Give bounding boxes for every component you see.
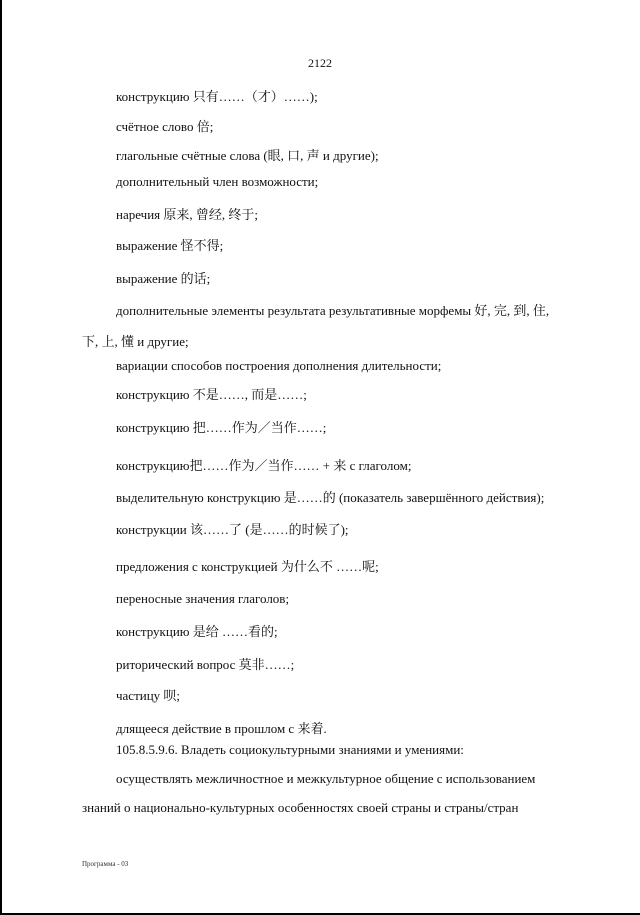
list-item: конструкцию把……作为／当作…… + 来 с глаголом; — [116, 458, 412, 473]
list-item: конструкцию 只有……（才）……); — [116, 89, 318, 104]
list-item: выделительную конструкцию 是……的 (показатель завершённого действия); — [116, 490, 545, 505]
list-item: конструкцию 是给 ……看的; — [116, 624, 278, 639]
paragraph-line: осуществлять межличностное и межкультурное общение с использованием — [116, 771, 536, 786]
list-item: переносные значения глаголов; — [116, 591, 290, 606]
list-item: риторический вопрос 莫非……; — [116, 657, 295, 672]
list-item: счётное слово 倍; — [116, 119, 214, 134]
list-item-wrapped-continuation: 下, 上, 懂 и другие; — [82, 334, 189, 349]
list-item: вариации способов построения дополнения длительности; — [116, 358, 442, 373]
list-item: дополнительный член возможности; — [116, 174, 319, 189]
list-item-wrapped-first: дополнительные элементы результата результативные морфемы 好, 完, 到, 住, — [116, 303, 550, 318]
section-heading: 105.8.5.9.6. Владеть социокультурными знаниями и умениями: — [116, 742, 464, 757]
list-item: выражение 怪不得; — [116, 238, 224, 253]
list-item: конструкцию 不是……, 而是……; — [116, 387, 307, 402]
list-item: конструкцию 把……作为／当作……; — [116, 420, 327, 435]
paragraph-line: знаний о национально-культурных особенностях своей страны и страны/стран — [82, 800, 519, 815]
scan-edge-left — [0, 0, 2, 915]
list-item: выражение 的话; — [116, 271, 211, 286]
list-item: предложения с конструкцией 为什么不 ……呢; — [116, 559, 379, 574]
list-item: конструкции 该……了 (是……的时候了); — [116, 522, 349, 537]
list-item: глагольные счётные слова (眼, 口, 声 и другие); — [116, 148, 379, 163]
list-item: наречия 原来, 曾经, 终于; — [116, 207, 259, 222]
list-item: частицу 呗; — [116, 688, 181, 703]
list-item: длящееся действие в прошлом с 来着. — [116, 721, 327, 736]
footer-label: Программа - 03 — [82, 860, 129, 868]
page-number: 2122 — [308, 56, 332, 70]
